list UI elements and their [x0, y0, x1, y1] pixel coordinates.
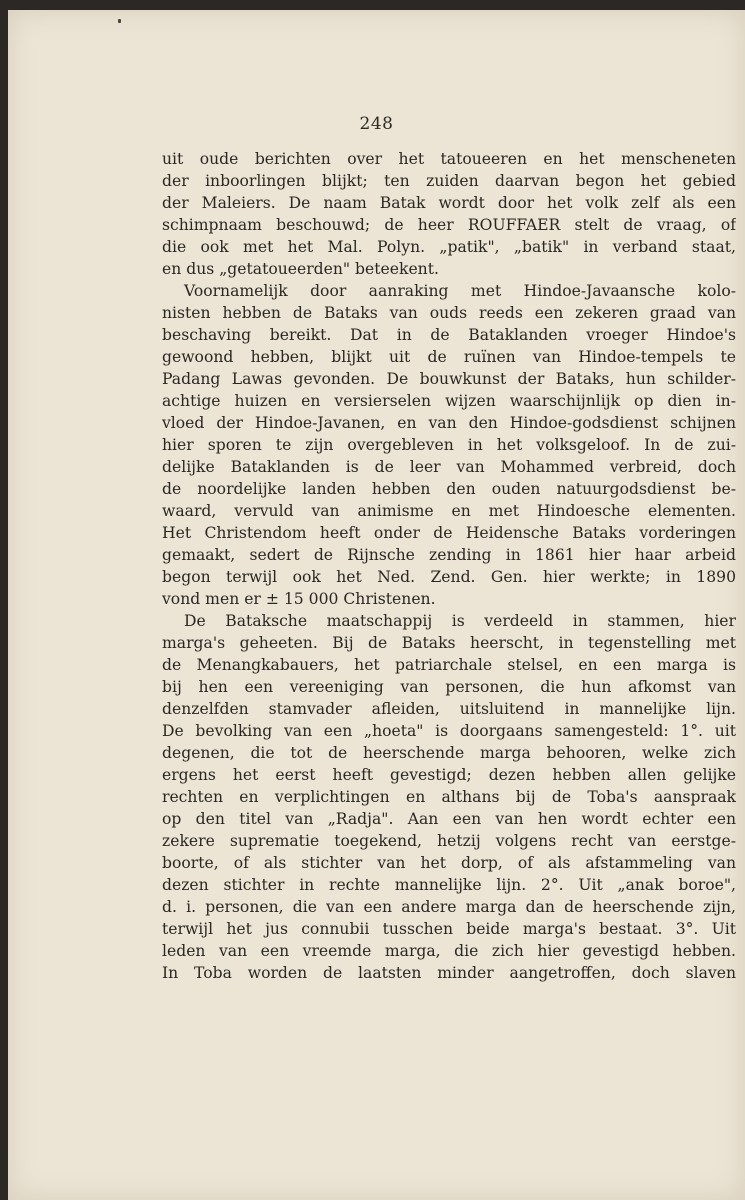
text-line: uit oude berichten over het tatoueeren en het menscheneten	[162, 150, 736, 168]
text-line: beschaving bereikt. Dat in de Bataklanden vroeger Hindoe's	[162, 326, 736, 344]
text-line: die ook met het Mal. Polyn. „patik", „batik" in verband staat,	[162, 238, 736, 256]
text-line: zekere suprematie toegekend, hetzij volgens recht van eerstge-	[162, 832, 736, 850]
page-speck	[118, 19, 121, 23]
text-line: nisten hebben de Bataks van ouds reeds een zekeren graad van	[162, 304, 736, 322]
text-line: op den titel van „Radja". Aan een van hen wordt echter een	[162, 810, 736, 828]
text-line: Het Christendom heeft onder de Heidensche Bataks vorderingen	[162, 524, 736, 542]
text-line: terwijl het jus connubii tusschen beide marga's bestaat. 3°. Uit	[162, 920, 736, 938]
text-line: de Menangkabauers, het patriarchale stelsel, en een marga is	[162, 656, 736, 674]
text-line: vloed der Hindoe-Javanen, en van den Hindoe-godsdienst schijnen	[162, 414, 736, 432]
text-line: degenen, die tot de heerschende marga behooren, welke zich	[162, 744, 736, 762]
text-line: en dus „getatoueerden" beteekent.	[162, 260, 439, 278]
text-line: rechten en verplichtingen en althans bij de Toba's aanspraak	[162, 788, 736, 806]
text-line: leden van een vreemde marga, die zich hier gevestigd hebben.	[162, 942, 736, 960]
text-line: dezen stichter in rechte mannelijke lijn. 2°. Uit „anak boroe",	[162, 876, 736, 894]
text-line: de noordelijke landen hebben den ouden natuurgodsdienst be-	[162, 480, 736, 498]
book-page	[8, 10, 745, 1200]
text-line: Voornamelijk door aanraking met Hindoe-Javaansche kolo-	[184, 282, 736, 300]
text-line: bij hen een vereeniging van personen, die hun afkomst van	[162, 678, 736, 696]
text-line: De Bataksche maatschappij is verdeeld in stammen, hier	[184, 612, 736, 630]
text-line: Padang Lawas gevonden. De bouwkunst der Bataks, hun schilder-	[162, 370, 736, 388]
text-line: In Toba worden de laatsten minder aangetroffen, doch slaven	[162, 964, 736, 982]
text-line: gewoond hebben, blijkt uit de ruïnen van Hindoe-tempels te	[162, 348, 736, 366]
text-line: waard, vervuld van animisme en met Hindoesche elementen.	[162, 502, 736, 520]
text-line: vond men er ± 15 000 Christenen.	[162, 590, 436, 608]
text-line: hier sporen te zijn overgebleven in het volksgeloof. In de zui-	[162, 436, 736, 454]
text-line: De bevolking van een „hoeta" is doorgaans samengesteld: 1°. uit	[162, 722, 736, 740]
text-line: begon terwijl ook het Ned. Zend. Gen. hier werkte; in 1890	[162, 568, 736, 586]
page-number: 248	[359, 114, 394, 134]
text-line: ergens het eerst heeft gevestigd; dezen hebben allen gelijke	[162, 766, 736, 784]
body-text	[162, 148, 736, 984]
text-line: der inboorlingen blijkt; ten zuiden daarvan begon het gebied	[162, 172, 736, 190]
text-line: boorte, of als stichter van het dorp, of als afstammeling van	[162, 854, 736, 872]
text-line: schimpnaam beschouwd; de heer ROUFFAER stelt de vraag, of	[162, 216, 736, 234]
text-line: gemaakt, sedert de Rijnsche zending in 1861 hier haar arbeid	[162, 546, 736, 564]
text-line: denzelfden stamvader afleiden, uitsluitend in mannelijke lijn.	[162, 700, 736, 718]
text-line: marga's geheeten. Bij de Bataks heerscht, in tegenstelling met	[162, 634, 736, 652]
text-line: delijke Bataklanden is de leer van Mohammed verbreid, doch	[162, 458, 736, 476]
text-line: achtige huizen en versierselen wijzen waarschijnlijk op dien in-	[162, 392, 736, 410]
text-line: der Maleiers. De naam Batak wordt door het volk zelf als een	[162, 194, 736, 212]
text-line: d. i. personen, die van een andere marga dan de heerschende zijn,	[162, 898, 736, 916]
